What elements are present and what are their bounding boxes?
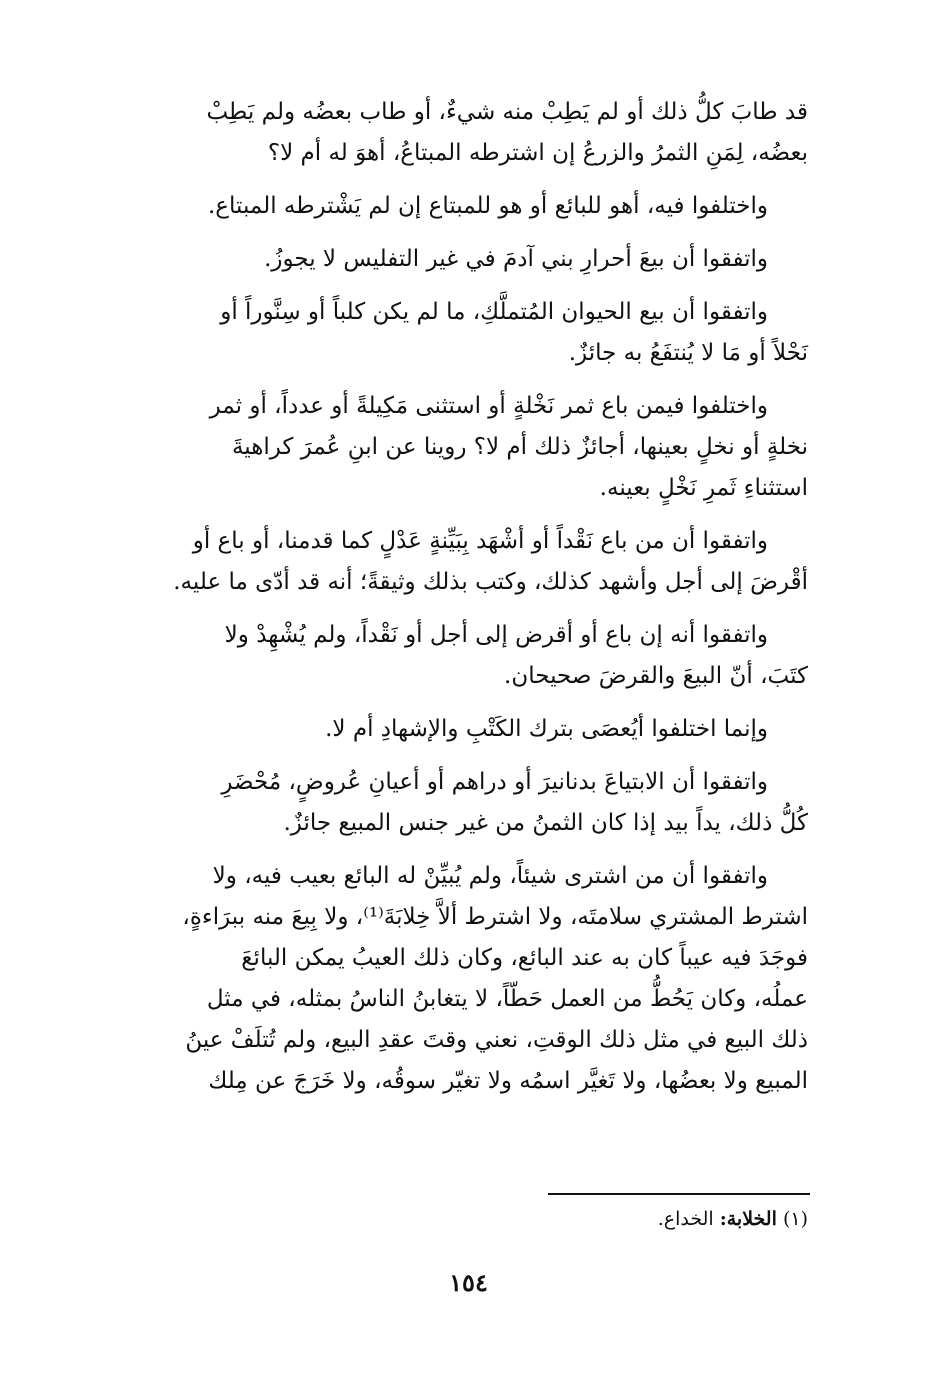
paragraph: واختلفوا فيمن باع ثمر نَخْلةٍ أو استثنى مَكِيلةً أو عدداً، أو ثمر نخلةٍ أو نخلٍ بعينها، أجائزٌ ذلك أم لا؟ روينا عن ابنِ عُمرَ كراهيةَ استثناءِ ثَمرِ نَخْلٍ بعينه. <box>209 393 808 501</box>
paragraph: واختلفوا فيه، أهو للبائع أو هو للمبتاع إن لم يَشْترطه المبتاع. <box>207 193 768 219</box>
paragraph: وإنما اختلفوا أيُعصَى بترك الكَتْبِ والإشهادِ أم لا. <box>325 716 768 742</box>
footnote-marker: (١) <box>782 1208 808 1230</box>
paragraph: واتفقوا أن من اشترى شيئاً، ولم يُبيِّنْ له البائع بعيب فيه، ولا اشترط المشتري سلامتَه، ولا اشترط ألاَّ خِلابَةَ⁽¹⁾، ولا بِيعَ منه ببرَاءةٍ، فوجَدَ فيه عيباً كان به عند البائع، وكان ذلك العيبُ يمكن البائعَ عملُه، وكان يَحُطُّ من العمل حَطّاً، لا يتغابنُ الناسُ بمثله، في مثل ذلك البيع في مثل ذلك الوقتِ، نعني وقتَ عقدِ البيع، ولم تُتلَفْ عينُ المبيع ولا بعضُها، ولا تَغيَّر اسمُه ولا تغيّر سوقُه، ولا خَرَجَ عن مِلك <box>182 863 808 1094</box>
footnote-divider <box>548 1193 810 1195</box>
paragraph: واتفقوا أن الابتياعَ بدنانيرَ أو دراهم أو أعيانِ عُروضٍ، مُحْضَرِ كُلُّ ذلك، يداً بيد إذا كان الثمنُ من غير جنس المبيع جائزٌ. <box>221 769 808 836</box>
paragraph: واتفقوا أن بيعَ أحرارِ بني آدمَ في غير التفليس لا يجوزُ. <box>264 246 768 272</box>
footnote-definition: الخداع. <box>657 1208 714 1230</box>
page-number: ١٥٤ <box>449 1268 488 1297</box>
main-text <box>108 92 808 1114</box>
footnote-term: الخلابة: <box>719 1208 777 1230</box>
footnote <box>108 1204 808 1234</box>
paragraph: واتفقوا أنه إن باع أو أقرض إلى أجل أو نَقْداً، ولم يُشْهِدْ ولا كتَبَ، أنّ البيعَ والقرضَ صحيحان. <box>224 622 808 689</box>
paragraph: واتفقوا أن بيع الحيوان المُتملَّكِ، ما لم يكن كلباً أو سِنَّوراً أو نَحْلاً أو مَا لا يُنتفَعُ به جائزٌ. <box>220 299 808 366</box>
paragraph: قد طابَ كلُّ ذلك أو لم يَطِبْ منه شيءٌ، أو طاب بعضُه ولم يَطِبْ بعضُه، لِمَنِ الثمرُ والزرعُ إن اشترطه المبتاعُ، أهوَ له أم لا؟ <box>206 99 808 166</box>
paragraph: واتفقوا أن من باع نَقْداً أو أشْهَد بِبَيِّنةٍ عَدْلٍ كما قدمنا، أو باع أو أقْرضَ إلى أجل وأشهد كذلك، وكتب بذلك وثيقةً؛ أنه قد أدّى ما عليه. <box>173 528 808 595</box>
